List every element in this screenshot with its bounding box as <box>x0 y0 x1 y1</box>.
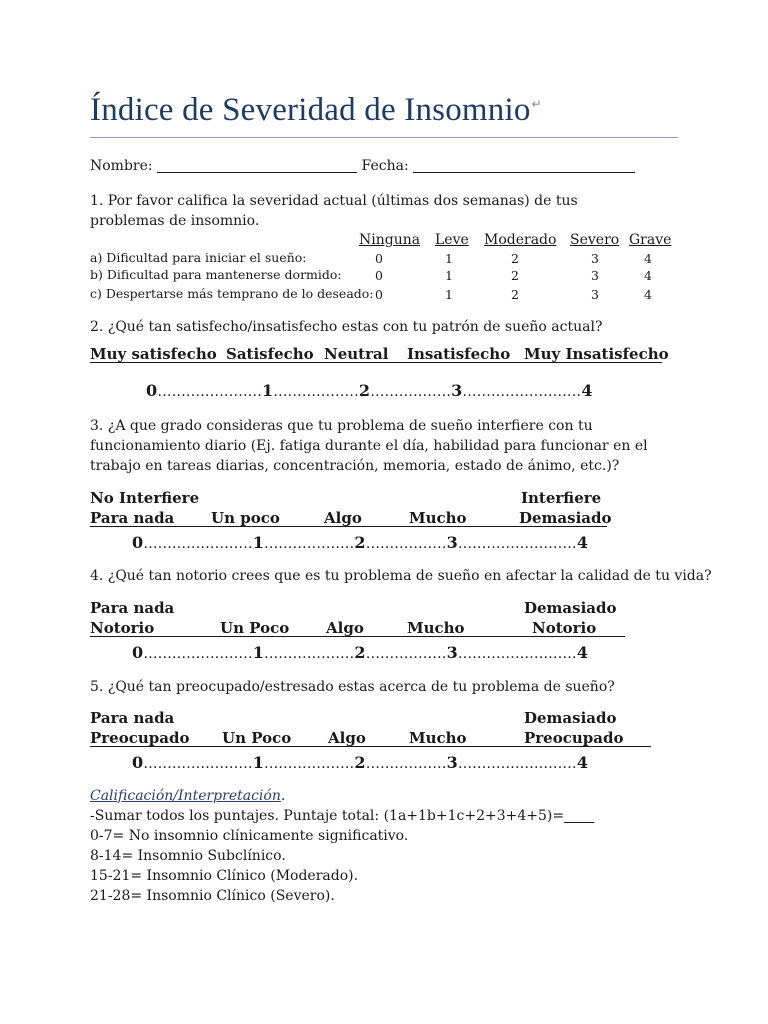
q2-label-insatisfecho: Insatisfecho <box>407 345 511 363</box>
q4-scale: 0.......................1...................2.................3.........................4 <box>132 643 589 662</box>
q1-c-option-3[interactable]: 3 <box>591 287 599 302</box>
q1-row-a-label: a) Dificultad para iniciar el sueño: <box>90 250 307 265</box>
q2-option-3[interactable]: 3 <box>451 381 463 400</box>
q2-scale: 0......................1..................2.................3.........................4 <box>146 381 593 400</box>
q2-label-muy-insatisfecho: Muy Insatisfecho <box>524 345 669 363</box>
question-5-text: 5. ¿Qué tan preocupado/estresado estas acerca de tu problema de sueño? <box>90 679 615 695</box>
q5-label-mucho: Mucho <box>409 729 467 747</box>
q3-scale: 0.......................1...................2.................3.........................4 <box>132 533 589 552</box>
scoring-heading-dot: . <box>280 788 286 804</box>
q1-c-option-2[interactable]: 2 <box>511 287 519 302</box>
q3-label-un-poco: Un poco <box>211 509 280 527</box>
q3-top-left-label: No Interfiere <box>90 489 200 507</box>
q3-label-mucho: Mucho <box>409 509 467 527</box>
page-title <box>90 92 542 129</box>
q2-option-1[interactable]: 1 <box>261 381 274 400</box>
q3-label-demasiado: Demasiado <box>519 509 612 527</box>
q2-option-0[interactable]: 0 <box>146 381 158 400</box>
q5-option-4[interactable]: 4 <box>576 753 589 772</box>
date-field[interactable] <box>413 158 635 173</box>
q4-option-2[interactable]: 2 <box>354 643 366 662</box>
q3-top-right-label: Interfiere <box>521 489 602 507</box>
q4-label-notorio-right: Notorio <box>532 619 597 637</box>
q3-option-3[interactable]: 3 <box>446 533 459 552</box>
scoring-sum-row <box>90 806 594 826</box>
total-score-field[interactable] <box>564 808 594 823</box>
q4-top-left-label: Para nada <box>90 599 175 617</box>
q1-b-option-0[interactable]: 0 <box>375 268 383 283</box>
q4-label-algo: Algo <box>326 619 364 637</box>
scoring-sum-line: -Sumar todos los puntajes. Puntaje total: (1a+1b+1c+2+3+4+5)= <box>90 808 565 824</box>
q4-label-notorio-left: Notorio <box>90 619 155 637</box>
q1-col-grave: Grave <box>629 232 672 248</box>
q1-c-option-0[interactable]: 0 <box>375 287 383 302</box>
q1-col-moderado: Moderado <box>484 232 557 248</box>
scoring-range-0: 0-7= No insomnio clínicamente significativo. <box>90 828 409 844</box>
q3-option-0[interactable]: 0 <box>132 533 144 552</box>
q3-option-1[interactable]: 1 <box>252 533 265 552</box>
q2-option-2[interactable]: 2 <box>358 381 371 400</box>
name-label: Nombre: <box>90 158 153 174</box>
q2-label-muy-satisfecho: Muy satisfecho <box>90 345 217 363</box>
question-2-text: 2. ¿Qué tan satisfecho/insatisfecho estas con tu patrón de sueño actual? <box>90 319 603 335</box>
q1-row-c-label: c) Despertarse más temprano de lo deseado: <box>90 286 374 301</box>
q1-c-option-1[interactable]: 1 <box>445 287 453 302</box>
question-1-text: 1. Por favor califica la severidad actual (últimas dos semanas) de tus problemas de insomnio. <box>90 193 578 229</box>
q4-top-right-label: Demasiado <box>524 599 617 617</box>
q4-option-0[interactable]: 0 <box>132 643 144 662</box>
paragraph-mark: ↵ <box>531 97 542 111</box>
q1-b-option-1[interactable]: 1 <box>445 268 453 283</box>
q1-col-severo: Severo <box>570 232 620 248</box>
q1-a-option-4[interactable]: 4 <box>644 251 652 266</box>
q5-label-algo: Algo <box>328 729 366 747</box>
q4-option-1[interactable]: 1 <box>252 643 265 662</box>
q5-top-left-label: Para nada <box>90 709 175 727</box>
q1-col-ninguna: Ninguna <box>359 232 421 248</box>
question-4-text: 4. ¿Qué tan notorio crees que es tu problema de sueño en afectar la calidad de tu vida? <box>90 568 712 584</box>
q5-scale: 0.......................1...................2.................3.........................4 <box>132 753 589 772</box>
date-label: Fecha: <box>361 158 409 174</box>
name-field[interactable] <box>157 158 357 173</box>
q1-b-option-4[interactable]: 4 <box>644 268 652 283</box>
scoring-range-3: 21-28= Insomnio Clínico (Severo). <box>90 888 335 904</box>
q5-top-right-label: Demasiado <box>524 709 617 727</box>
q2-label-neutral: Neutral <box>324 345 389 363</box>
q1-c-option-4[interactable]: 4 <box>644 287 652 302</box>
q5-option-1[interactable]: 1 <box>252 753 265 772</box>
q3-label-algo: Algo <box>324 509 362 527</box>
q2-label-satisfecho: Satisfecho <box>226 345 314 363</box>
q5-label-preocupado-left: Preocupado <box>90 729 190 747</box>
q5-label-un-poco: Un Poco <box>222 729 292 747</box>
title-text: Índice de Severidad de Insomnio <box>90 92 531 128</box>
q4-label-un-poco: Un Poco <box>220 619 290 637</box>
scoring-range-1: 8-14= Insomnio Subclínico. <box>90 848 286 864</box>
question-3-text: 3. ¿A que grado consideras que tu problema de sueño interfiere con tu funcionamiento diario (Ej. fatiga durante el día, habilidad para funcionar en el trabajo en tareas diarias, concentración, memoria, estado de ánimo, etc.)? <box>90 418 648 474</box>
q5-option-2[interactable]: 2 <box>354 753 366 772</box>
q1-row-b-label: b) Dificultad para mantenerse dormido: <box>90 267 342 282</box>
q4-option-4[interactable]: 4 <box>576 643 589 662</box>
scoring-heading: Calificación/Interpretación <box>90 788 281 804</box>
name-date-row <box>90 156 635 176</box>
q3-label-para-nada: Para nada <box>90 509 175 527</box>
q1-a-option-3[interactable]: 3 <box>591 251 599 266</box>
q1-col-leve: Leve <box>435 232 469 248</box>
q1-b-option-3[interactable]: 3 <box>591 268 599 283</box>
q1-a-option-0[interactable]: 0 <box>375 251 383 266</box>
q3-option-4[interactable]: 4 <box>576 533 589 552</box>
scoring-heading-row <box>90 786 285 806</box>
q4-label-mucho: Mucho <box>407 619 465 637</box>
q2-option-4[interactable]: 4 <box>581 381 593 400</box>
q1-b-option-2[interactable]: 2 <box>511 268 519 283</box>
q3-option-2[interactable]: 2 <box>354 533 366 552</box>
q4-option-3[interactable]: 3 <box>446 643 459 662</box>
q5-option-0[interactable]: 0 <box>132 753 144 772</box>
q5-label-preocupado-right: Preocupado <box>524 729 624 747</box>
q1-a-option-2[interactable]: 2 <box>511 251 519 266</box>
q1-a-option-1[interactable]: 1 <box>445 251 453 266</box>
q5-option-3[interactable]: 3 <box>446 753 459 772</box>
title-underline <box>90 137 678 138</box>
scoring-range-2: 15-21= Insomnio Clínico (Moderado). <box>90 868 359 884</box>
